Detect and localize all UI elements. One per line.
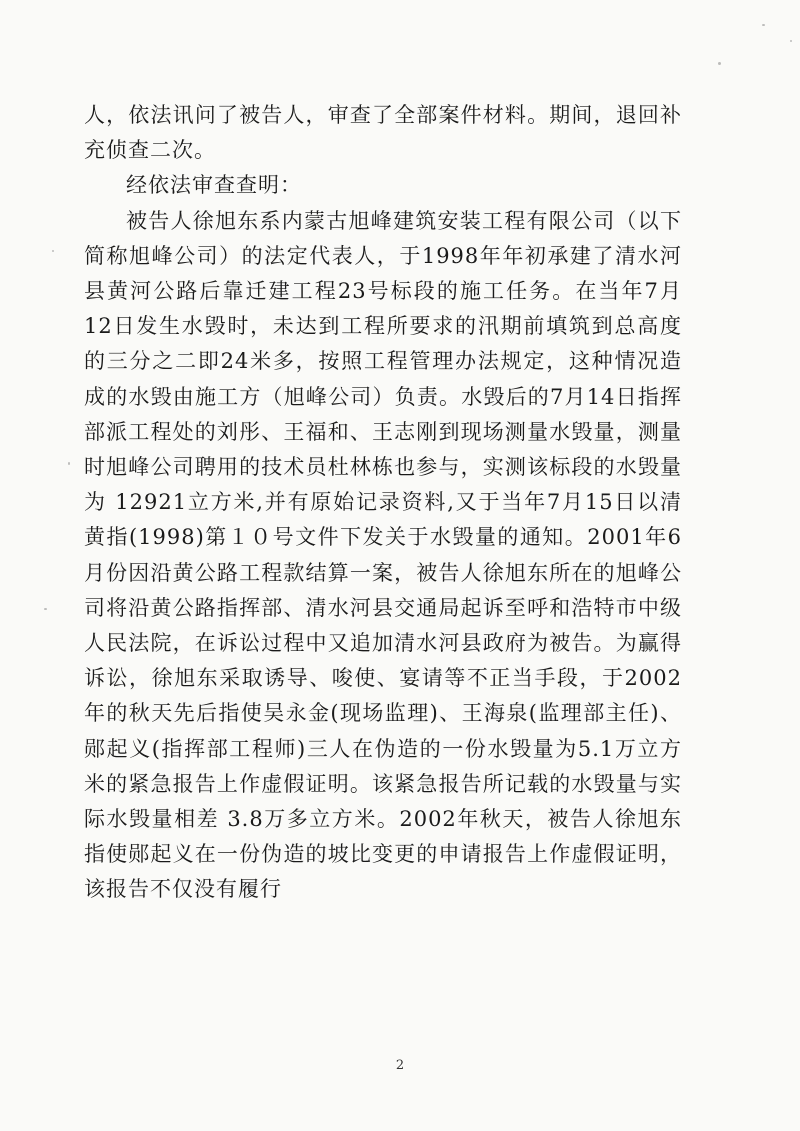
scan-speck — [790, 40, 792, 42]
scan-speck — [762, 24, 765, 26]
paragraph-case-facts: 被告人徐旭东系内蒙古旭峰建筑安装工程有限公司（以下简称旭峰公司）的法定代表人，于1998年年初承建了清水河县黄河公路后靠迁建工程23号标段的施工任务。在当年7月12日发生水毁时，未达到工程所要求的汛期前填筑到总高度的三分之二即24米多，按照工程管理办法规定，这种情况造成的水毁由施工方（旭峰公司）负责。水毁后的7月14日指挥部派工程处的刘彤、王福和、王志刚到现场测量水毁量，测量时旭峰公司聘用的技术员杜林栋也参与，实测该标段的水毁量为 12921立方米,并有原始记录资料,又于当年7月15日以清黄指(1998)第１０号文件下发关于水毁量的通知。2001年6月份因沿黄公路工程款结算一案，被告人徐旭东所在的旭峰公司将沿黄公路指挥部、清水河县交通局起诉至呼和浩特市中级人民法院，在诉讼过程中又追加清水河县政府为被告。为赢得诉讼，徐旭东采取诱导、唆使、宴请等不正当手段，于2002年的秋天先后指使吴永金(现场监理)、王海泉(监理部主任)、郧起义(指挥部工程师)三人在伪造的一份水毁量为5.1万立方米的紧急报告上作虚假证明。该紧急报告所记载的水毁量与实际水毁量相差 3.8万多立方米。2002年秋天，被告人徐旭东指使郧起义在一份伪造的坡比变更的申请报告上作虚假证明，该报告不仅没有履行 — [84, 208, 682, 902]
scan-speck — [44, 608, 47, 610]
paragraph-findings-heading: 经依法审查查明： — [126, 173, 302, 198]
paragraph-continuation: 人，依法讯问了被告人，审查了全部案件材料。期间，退回补充侦查二次。 — [84, 103, 682, 163]
page-number: 2 — [395, 1058, 405, 1073]
document-body — [84, 98, 682, 908]
scan-speck — [68, 462, 70, 465]
scan-speck — [52, 250, 54, 252]
scan-speck — [718, 62, 721, 65]
